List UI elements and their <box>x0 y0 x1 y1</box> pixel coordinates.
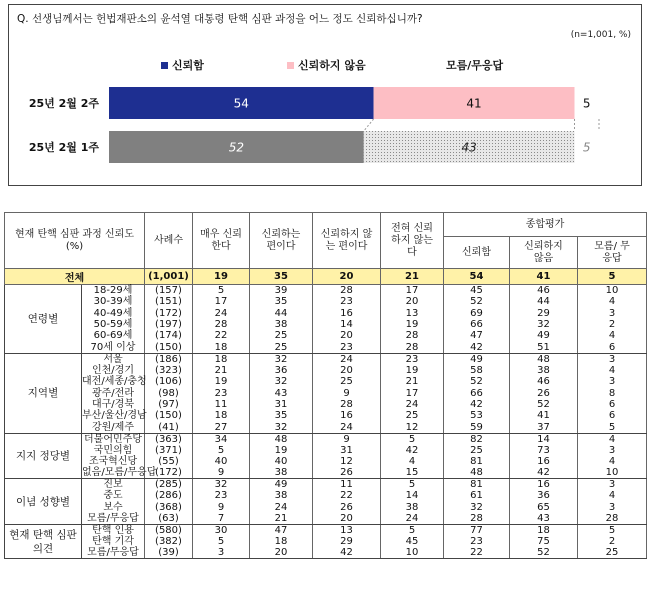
header-s3: 모름/ 무응답 <box>578 237 647 269</box>
row-value: 77 <box>444 525 510 537</box>
row-value: 73 <box>510 445 578 456</box>
row-n: (150) <box>145 342 193 354</box>
row-value: 10 <box>578 285 647 297</box>
group-label: 지지 정당별 <box>5 433 82 479</box>
row-n: (63) <box>145 513 193 525</box>
row-label: 탄핵 인용 <box>82 525 145 537</box>
row-value: 52 <box>510 399 578 410</box>
header-c2: 신뢰하는 편이다 <box>250 213 313 269</box>
header-c4: 전혀 신뢰하지 않는다 <box>381 213 444 269</box>
row-value: 9 <box>193 467 250 479</box>
header-c3: 신뢰하지 않는 편이다 <box>313 213 381 269</box>
row-n: (186) <box>145 353 193 365</box>
bar-value-label: 52 <box>228 140 245 155</box>
row-value: 11 <box>193 399 250 410</box>
row-value: 25 <box>578 547 647 559</box>
row-value: 9 <box>313 433 381 445</box>
row-value: 12 <box>381 422 444 434</box>
row-label: 강원/제주 <box>82 422 145 434</box>
row-value: 32 <box>250 422 313 434</box>
row-label: 인천/경기 <box>82 365 145 376</box>
row-value: 7 <box>193 513 250 525</box>
row-value: 10 <box>381 547 444 559</box>
row-value: 23 <box>313 296 381 307</box>
row-value: 25 <box>250 342 313 354</box>
row-value: 15 <box>381 467 444 479</box>
row-value: 18 <box>510 525 578 537</box>
row-n: (106) <box>145 376 193 387</box>
row-value: 49 <box>444 353 510 365</box>
table-row <box>5 479 647 491</box>
table-row <box>5 456 647 467</box>
row-value: 28 <box>381 330 444 341</box>
row-label: 보수 <box>82 502 145 513</box>
row-value: 43 <box>250 387 313 398</box>
row-n: (580) <box>145 525 193 537</box>
row-value: 19 <box>381 365 444 376</box>
table-row <box>5 433 647 445</box>
row-value: 53 <box>444 410 510 421</box>
row-value: 3 <box>193 547 250 559</box>
row-n: (382) <box>145 536 193 547</box>
row-label: 중도 <box>82 490 145 501</box>
row-label: 모름/무응답 <box>82 547 145 559</box>
group-label: 이념 성향별 <box>5 479 82 525</box>
row-label: 50-59세 <box>82 319 145 330</box>
row-value: 42 <box>313 547 381 559</box>
row-label: 탄핵 기각 <box>82 536 145 547</box>
row-value: 35 <box>250 296 313 307</box>
row-n: (98) <box>145 387 193 398</box>
row-label: 40-49세 <box>82 307 145 318</box>
category-label: 25년 2월 1주 <box>28 141 99 154</box>
row-value: 42 <box>444 342 510 354</box>
row-value: 43 <box>510 513 578 525</box>
row-value: 66 <box>444 319 510 330</box>
row-value: 16 <box>313 410 381 421</box>
row-value: 19 <box>250 445 313 456</box>
bar-value-label: 5 <box>582 140 591 155</box>
row-value: 18 <box>250 536 313 547</box>
row-value: 59 <box>444 422 510 434</box>
row-value: 69 <box>444 307 510 318</box>
row-value: 21 <box>193 365 250 376</box>
row-label: 부산/울산/경남 <box>82 410 147 422</box>
row-value: 13 <box>313 525 381 537</box>
row-value: 17 <box>381 387 444 398</box>
row-value: 5 <box>578 422 647 434</box>
row-value: 52 <box>510 547 578 559</box>
table-row <box>5 319 647 330</box>
total-row <box>5 269 647 285</box>
row-value: 32 <box>510 319 578 330</box>
row-value: 38 <box>250 490 313 501</box>
row-value: 46 <box>510 376 578 387</box>
row-value: 26 <box>510 387 578 398</box>
row-value: 4 <box>578 330 647 341</box>
row-value: 47 <box>250 525 313 537</box>
total-v2: 20 <box>313 269 381 285</box>
row-value: 5 <box>381 479 444 491</box>
row-n: (363) <box>145 433 193 445</box>
row-n: (285) <box>145 479 193 491</box>
row-value: 4 <box>381 456 444 467</box>
row-n: (172) <box>145 307 193 318</box>
row-label: 진보 <box>82 479 145 491</box>
row-value: 21 <box>381 376 444 387</box>
row-value: 2 <box>578 536 647 547</box>
row-n: (150) <box>145 410 193 421</box>
total-v1: 35 <box>250 269 313 285</box>
row-value: 35 <box>250 410 313 421</box>
row-value: 38 <box>250 319 313 330</box>
row-value: 28 <box>444 513 510 525</box>
row-value: 24 <box>381 513 444 525</box>
table-row <box>5 296 647 307</box>
row-value: 23 <box>381 353 444 365</box>
row-value: 9 <box>313 387 381 398</box>
row-n: (323) <box>145 365 193 376</box>
table-row <box>5 342 647 354</box>
row-value: 5 <box>381 525 444 537</box>
row-value: 30 <box>193 525 250 537</box>
row-value: 47 <box>444 330 510 341</box>
row-label: 70세 이상 <box>82 342 145 354</box>
table-row <box>5 490 647 501</box>
row-value: 22 <box>313 490 381 501</box>
table-row <box>5 525 647 537</box>
row-value: 26 <box>313 502 381 513</box>
row-value: 32 <box>444 502 510 513</box>
row-value: 4 <box>578 365 647 376</box>
row-value: 3 <box>578 353 647 365</box>
row-value: 25 <box>444 445 510 456</box>
row-value: 3 <box>578 502 647 513</box>
row-value: 2 <box>578 319 647 330</box>
table-row <box>5 307 647 318</box>
crosstab-table <box>4 212 647 559</box>
table-row <box>5 445 647 456</box>
header-n: 사례수 <box>145 213 193 269</box>
row-n: (197) <box>145 319 193 330</box>
row-n: (286) <box>145 490 193 501</box>
row-label: 서울 <box>82 353 145 365</box>
legend-label-trust: 신뢰함 <box>172 59 204 72</box>
row-value: 28 <box>381 342 444 354</box>
total-v3: 21 <box>381 269 444 285</box>
row-value: 25 <box>381 410 444 421</box>
row-value: 48 <box>510 353 578 365</box>
total-n: (1,001) <box>145 269 193 285</box>
table-body <box>5 285 647 559</box>
row-value: 6 <box>578 410 647 421</box>
row-value: 28 <box>193 319 250 330</box>
row-value: 58 <box>444 365 510 376</box>
row-value: 5 <box>381 433 444 445</box>
row-value: 32 <box>250 376 313 387</box>
row-value: 17 <box>381 285 444 297</box>
category-label: 25년 2월 2주 <box>28 97 99 110</box>
table-row <box>5 536 647 547</box>
row-value: 28 <box>578 513 647 525</box>
row-value: 28 <box>313 399 381 410</box>
row-value: 6 <box>578 342 647 354</box>
row-value: 27 <box>193 422 250 434</box>
row-value: 20 <box>313 513 381 525</box>
row-value: 3 <box>578 307 647 318</box>
row-value: 24 <box>193 307 250 318</box>
row-label: 18-29세 <box>82 285 145 297</box>
row-label: 60-69세 <box>82 330 145 341</box>
row-value: 22 <box>193 330 250 341</box>
row-value: 48 <box>250 433 313 445</box>
header-s2: 신뢰하지 않음 <box>510 237 578 269</box>
corner-header: 현재 탄핵 심판 과정 신뢰도(%) <box>5 213 145 269</box>
row-value: 25 <box>313 376 381 387</box>
row-label: 30-39세 <box>82 296 145 307</box>
row-value: 3 <box>578 376 647 387</box>
row-n: (174) <box>145 330 193 341</box>
table-row <box>5 399 647 410</box>
row-value: 4 <box>578 296 647 307</box>
group-label: 현재 탄핵 심판 의견 <box>5 525 82 559</box>
row-n: (39) <box>145 547 193 559</box>
row-label: 대전/세종/충청 <box>82 376 147 388</box>
group-label: 연령별 <box>5 285 82 354</box>
row-value: 12 <box>313 456 381 467</box>
row-value: 42 <box>381 445 444 456</box>
row-label: 대구/경북 <box>82 399 145 410</box>
row-value: 42 <box>444 399 510 410</box>
row-value: 44 <box>250 307 313 318</box>
row-n: (41) <box>145 422 193 434</box>
row-label: 더불어민주당 <box>82 433 145 445</box>
row-value: 20 <box>250 547 313 559</box>
row-value: 5 <box>578 525 647 537</box>
bar-value-label: 54 <box>233 96 249 111</box>
row-value: 52 <box>444 296 510 307</box>
row-value: 49 <box>250 479 313 491</box>
row-value: 4 <box>578 456 647 467</box>
row-value: 18 <box>193 410 250 421</box>
row-value: 23 <box>444 536 510 547</box>
table-row <box>5 502 647 513</box>
row-value: 3 <box>578 445 647 456</box>
row-value: 61 <box>444 490 510 501</box>
row-value: 32 <box>193 479 250 491</box>
row-value: 14 <box>313 319 381 330</box>
row-value: 66 <box>444 387 510 398</box>
row-value: 3 <box>578 479 647 491</box>
row-value: 20 <box>313 330 381 341</box>
row-n: (368) <box>145 502 193 513</box>
row-n: (371) <box>145 445 193 456</box>
row-value: 32 <box>250 353 313 365</box>
row-value: 20 <box>381 296 444 307</box>
row-value: 29 <box>313 536 381 547</box>
row-n: (172) <box>145 467 193 479</box>
row-value: 13 <box>381 307 444 318</box>
row-label: 모름/무응답 <box>82 513 145 525</box>
table-row <box>5 467 647 479</box>
row-value: 20 <box>313 365 381 376</box>
row-value: 26 <box>313 467 381 479</box>
row-value: 14 <box>381 490 444 501</box>
header-c1: 매우 신뢰한다 <box>193 213 250 269</box>
row-value: 24 <box>250 502 313 513</box>
table-row <box>5 410 647 421</box>
row-value: 9 <box>193 502 250 513</box>
table-row <box>5 285 647 297</box>
legend-label-distrust: 신뢰하지 않음 <box>298 59 366 72</box>
table-row <box>5 376 647 387</box>
row-value: 51 <box>510 342 578 354</box>
row-value: 25 <box>250 330 313 341</box>
row-value: 49 <box>510 330 578 341</box>
table-row <box>5 513 647 525</box>
row-value: 44 <box>510 296 578 307</box>
row-value: 36 <box>510 490 578 501</box>
row-value: 45 <box>381 536 444 547</box>
table-row <box>5 422 647 434</box>
row-label: 조국혁신당 <box>82 456 145 467</box>
header-s1: 신뢰함 <box>444 237 510 269</box>
row-value: 4 <box>578 490 647 501</box>
row-value: 38 <box>381 502 444 513</box>
connector-line <box>364 119 374 131</box>
row-value: 10 <box>578 467 647 479</box>
row-value: 38 <box>250 467 313 479</box>
row-value: 24 <box>381 399 444 410</box>
row-value: 40 <box>250 456 313 467</box>
row-value: 5 <box>193 285 250 297</box>
table-row <box>5 365 647 376</box>
stacked-bar-chart <box>9 5 643 187</box>
row-value: 19 <box>381 319 444 330</box>
row-n: (97) <box>145 399 193 410</box>
row-value: 24 <box>313 353 381 365</box>
row-value: 21 <box>250 513 313 525</box>
total-label: 전체 <box>5 269 145 285</box>
row-value: 22 <box>444 547 510 559</box>
row-value: 5 <box>193 445 250 456</box>
legend-label-unknown: 모름/무응답 <box>446 59 504 72</box>
row-value: 23 <box>193 387 250 398</box>
row-value: 38 <box>510 365 578 376</box>
row-value: 18 <box>193 353 250 365</box>
row-value: 34 <box>193 433 250 445</box>
bar-value-label: 41 <box>466 96 482 111</box>
row-value: 16 <box>313 307 381 318</box>
row-value: 39 <box>250 285 313 297</box>
row-value: 46 <box>510 285 578 297</box>
row-value: 45 <box>444 285 510 297</box>
row-value: 65 <box>510 502 578 513</box>
row-n: (55) <box>145 456 193 467</box>
row-value: 81 <box>444 456 510 467</box>
row-value: 31 <box>313 445 381 456</box>
row-value: 41 <box>510 410 578 421</box>
row-value: 24 <box>313 422 381 434</box>
row-label: 광주/전라 <box>82 387 145 398</box>
table-row <box>5 547 647 559</box>
row-value: 18 <box>193 342 250 354</box>
row-value: 19 <box>193 376 250 387</box>
table-row <box>5 387 647 398</box>
row-n: (151) <box>145 296 193 307</box>
row-value: 40 <box>193 456 250 467</box>
row-value: 81 <box>444 479 510 491</box>
row-value: 5 <box>193 536 250 547</box>
total-v6: 5 <box>578 269 647 285</box>
row-value: 6 <box>578 399 647 410</box>
bar-value-label: 43 <box>461 140 477 155</box>
row-value: 48 <box>444 467 510 479</box>
row-value: 23 <box>313 342 381 354</box>
row-value: 37 <box>510 422 578 434</box>
total-v5: 41 <box>510 269 578 285</box>
total-v0: 19 <box>193 269 250 285</box>
row-label: 없음/모름/무응답 <box>82 467 157 479</box>
row-value: 16 <box>510 479 578 491</box>
row-n: (157) <box>145 285 193 297</box>
row-value: 17 <box>193 296 250 307</box>
header-summary: 종합평가 <box>444 213 647 237</box>
row-value: 14 <box>510 433 578 445</box>
row-value: 29 <box>510 307 578 318</box>
row-value: 36 <box>250 365 313 376</box>
row-value: 75 <box>510 536 578 547</box>
row-value: 52 <box>444 376 510 387</box>
sample-note: (n=1,001, %) <box>570 30 631 40</box>
table-row <box>5 353 647 365</box>
row-value: 8 <box>578 387 647 398</box>
question-text: Q. 선생님께서는 헌법재판소의 윤석열 대통령 탄핵 심판 과정을 어느 정도 신뢰하십니까? <box>17 13 423 25</box>
row-label: 국민의힘 <box>82 445 145 456</box>
row-value: 42 <box>510 467 578 479</box>
row-value: 4 <box>578 433 647 445</box>
bar-value-label: 5 <box>582 96 591 111</box>
row-value: 31 <box>250 399 313 410</box>
row-value: 82 <box>444 433 510 445</box>
row-value: 28 <box>313 285 381 297</box>
chart-panel <box>8 4 642 186</box>
total-v4: 54 <box>444 269 510 285</box>
row-value: 16 <box>510 456 578 467</box>
table-row <box>5 330 647 341</box>
row-value: 23 <box>193 490 250 501</box>
group-label: 지역별 <box>5 353 82 433</box>
row-value: 11 <box>313 479 381 491</box>
